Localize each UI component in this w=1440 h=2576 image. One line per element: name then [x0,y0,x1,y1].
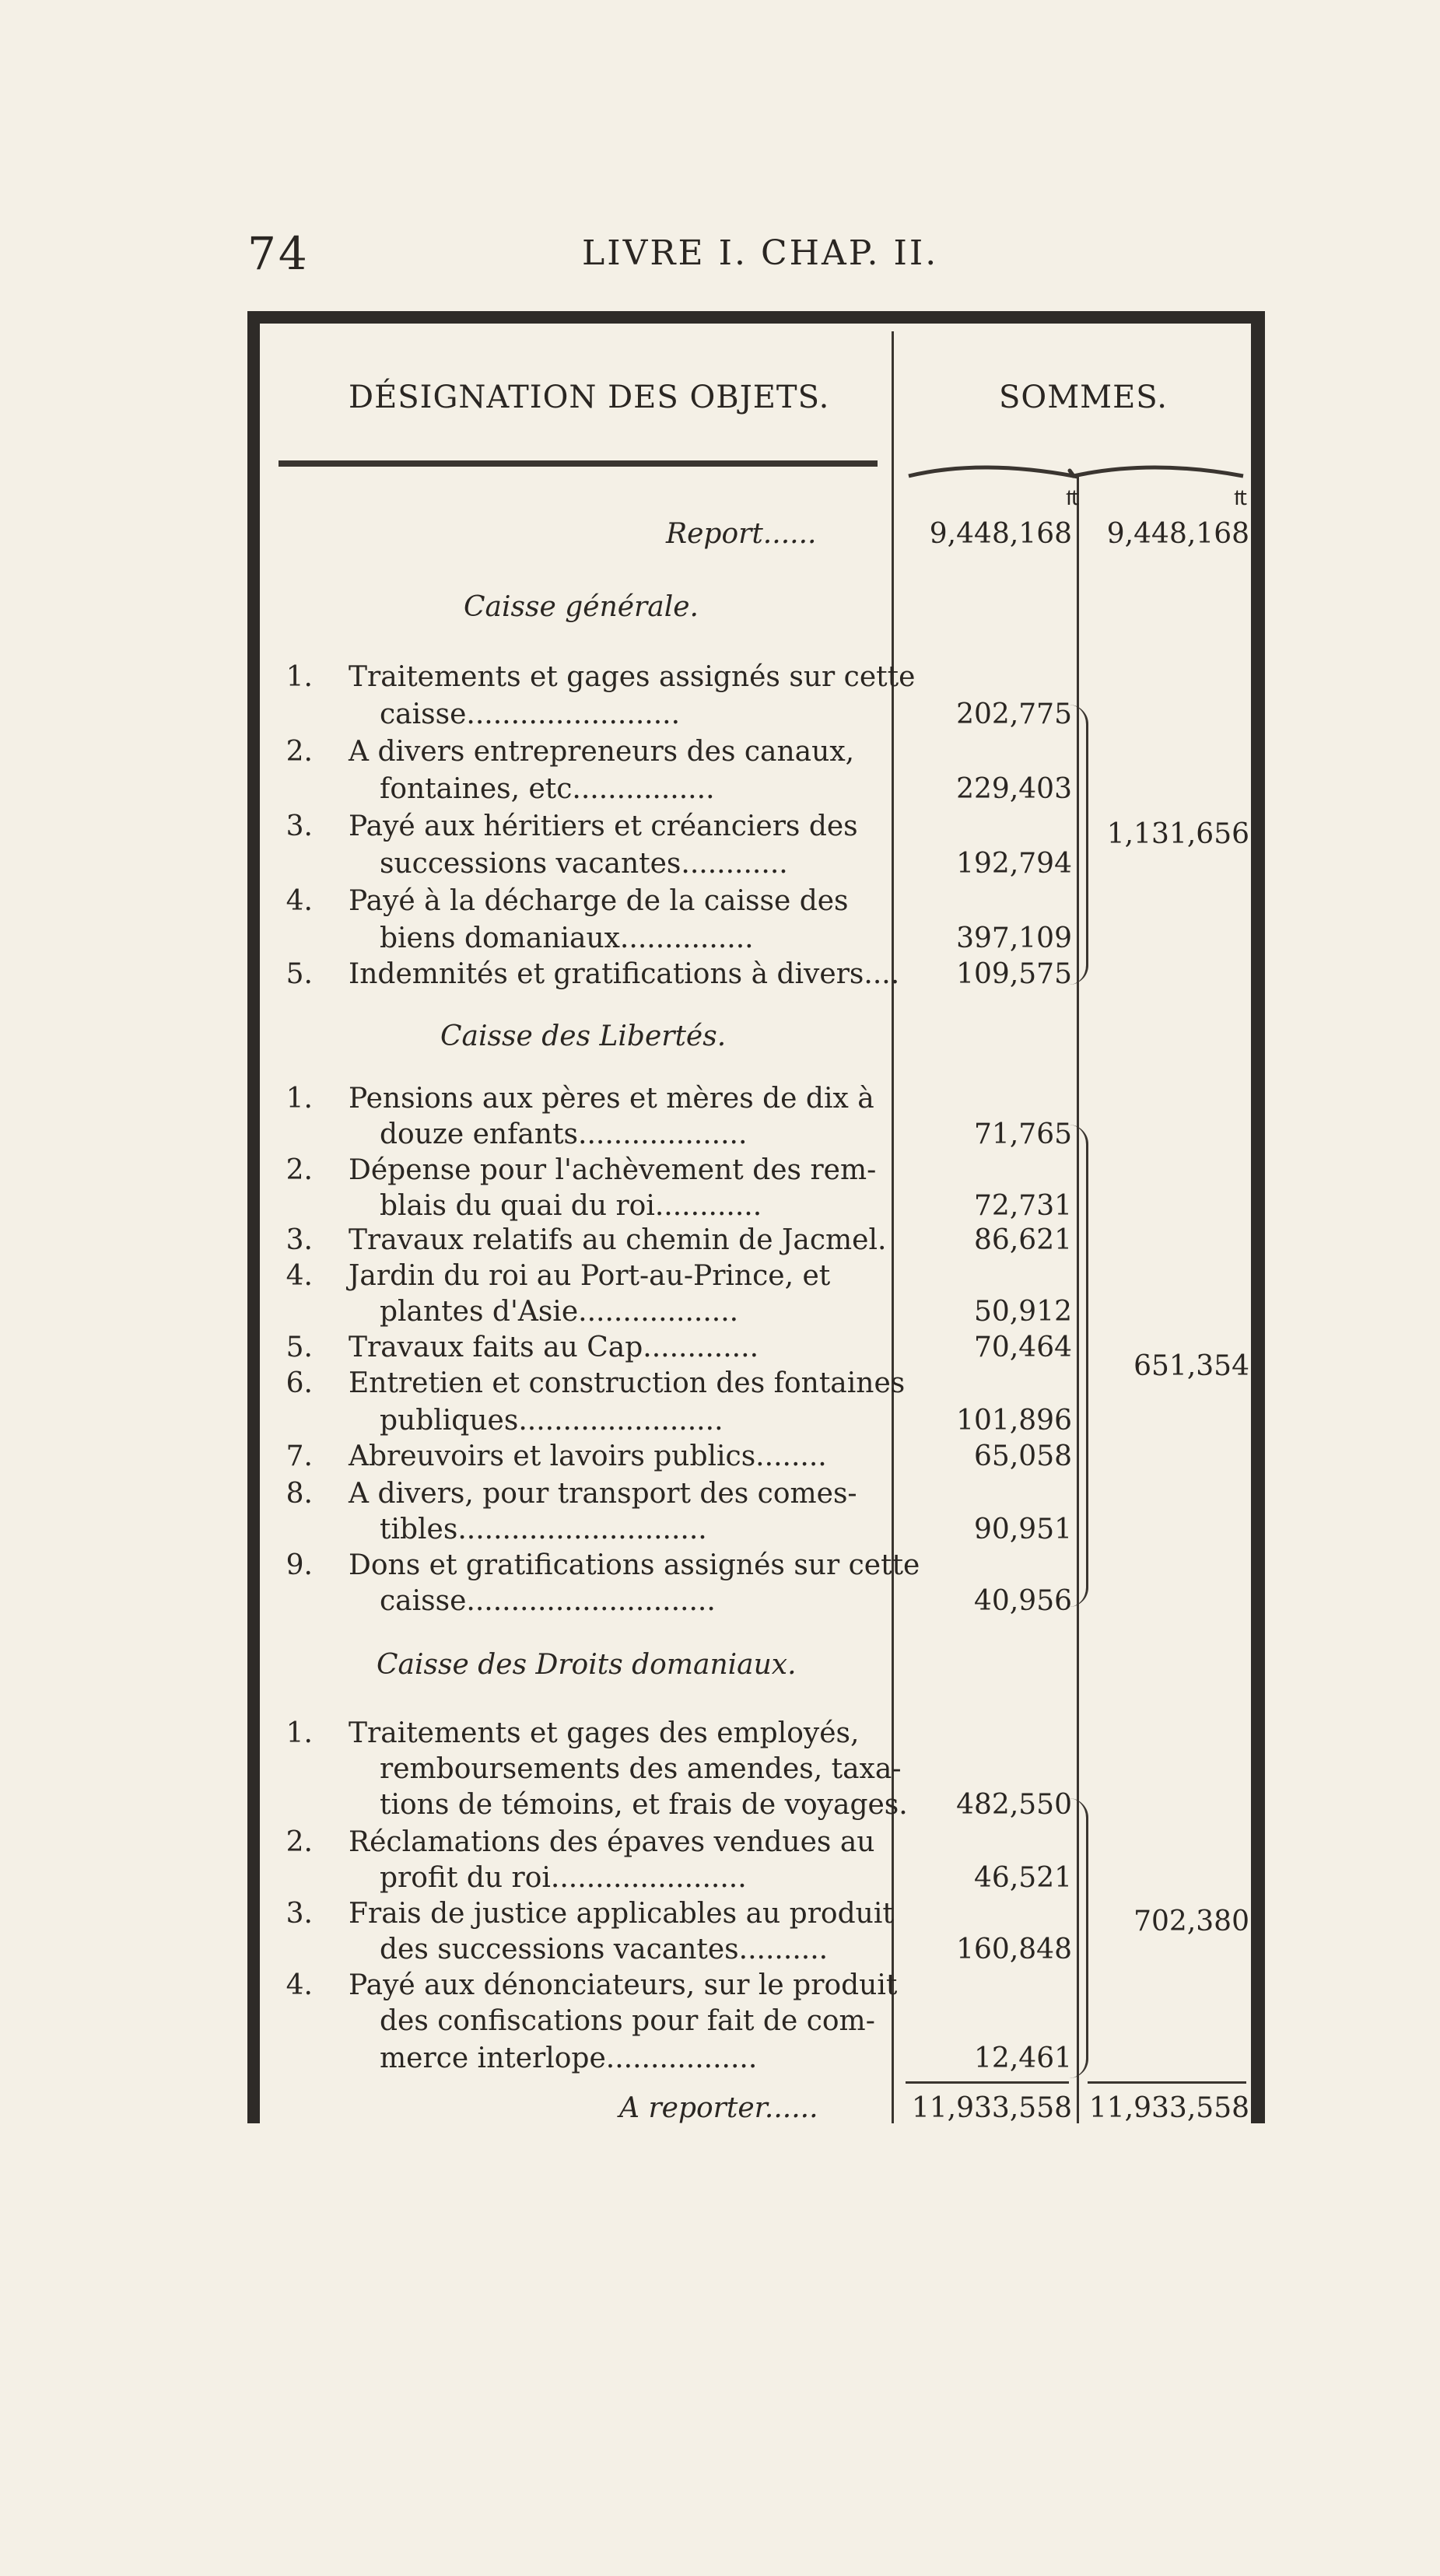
currency-mark-2: ₶ [1234,485,1248,510]
item-amount: 46,521 [974,1862,1072,1894]
item-amount: 90,951 [974,1514,1072,1545]
item-amount: 40,956 [974,1585,1072,1617]
carry-forward-amount: 11,933,558 [911,2092,1072,2124]
item-amount: 397,109 [956,922,1072,954]
section-total: 1,131,656 [1106,818,1249,850]
section-total: 702,380 [1133,1906,1249,1937]
item-amount: 50,912 [974,1296,1072,1328]
item-amount: 71,765 [974,1118,1072,1150]
section-title: Caisse des Droits domaniaux. [377,1649,797,1681]
section-brace [1069,1798,1088,2078]
report-total: 9,448,168 [1106,518,1249,550]
amount-total-rule [906,2081,1069,2084]
item-amount: 86,621 [974,1224,1072,1256]
carry-forward-total: 11,933,558 [1088,2092,1249,2124]
item-amount: 65,058 [974,1440,1072,1472]
item-amount: 482,550 [956,1789,1072,1821]
item-amount: 202,775 [956,698,1072,730]
designation-column-header: DÉSIGNATION DES OBJETS. [349,380,830,415]
page-number: 74 [247,227,310,280]
item-amount: 109,575 [956,958,1072,990]
item-amount: 12,461 [974,2042,1072,2074]
item-amount: 101,896 [956,1405,1072,1437]
item-amount: 160,848 [956,1934,1072,1965]
item-amount: 72,731 [974,1190,1072,1222]
section-total: 651,354 [1133,1350,1249,1382]
item-amount: 70,464 [974,1332,1072,1363]
section-title: Caisse des Libertés. [440,1020,727,1052]
currency-mark-1: ₶ [1066,485,1080,510]
sommes-column-header: SOMMES. [999,380,1168,415]
item-amount: 229,403 [956,773,1072,805]
report-amount: 9,448,168 [929,518,1072,550]
section-title: Caisse générale. [464,591,699,623]
running-title: LIVRE I. CHAP. II. [582,233,939,273]
report-label: Report...... [666,518,817,550]
carry-forward-label: A reporter...... [619,2092,818,2124]
item-amount: 192,794 [956,848,1072,880]
sum-total-rule [1088,2081,1246,2084]
